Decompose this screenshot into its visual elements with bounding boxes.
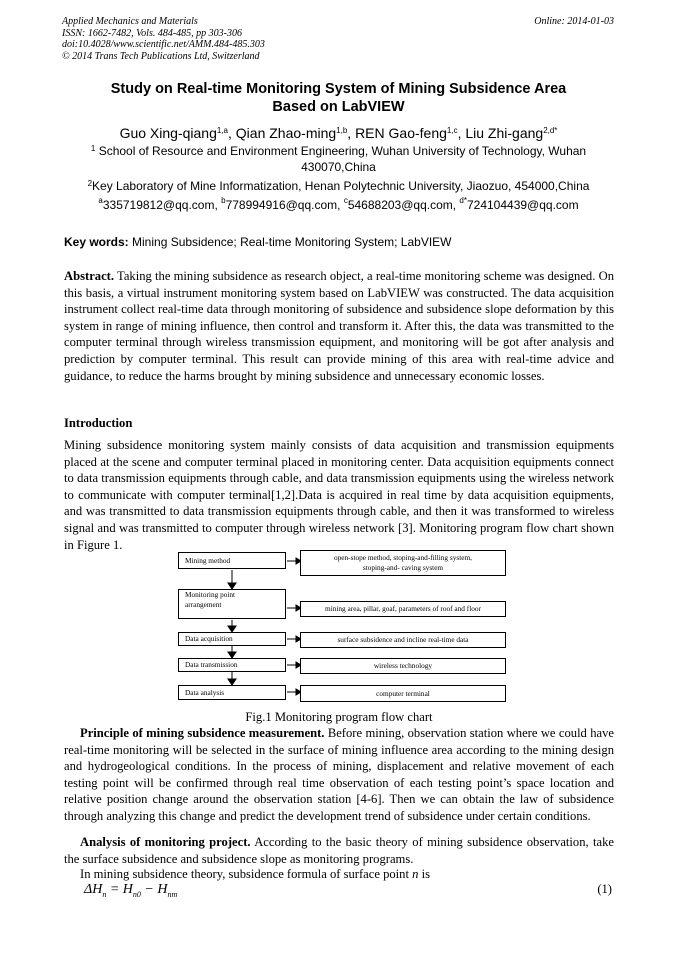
online-date: Online: 2014-01-03 [534, 16, 614, 27]
equation-number: (1) [597, 882, 612, 896]
flow-box-wireless [300, 658, 506, 674]
flow-box-computer-terminal [300, 685, 506, 702]
flow-box-label: wireless technology [373, 661, 433, 670]
analysis-paragraph [64, 834, 614, 867]
author-name: Guo Xing-qiang [119, 125, 217, 141]
principle-paragraph [64, 725, 614, 825]
email: 778994916@qq.com, [225, 198, 344, 212]
keywords [64, 235, 452, 249]
flow-chart [170, 547, 510, 709]
flow-box-mining-method [178, 552, 286, 569]
paper-title [62, 80, 615, 116]
equation-1 [84, 882, 177, 899]
journal-header [62, 16, 265, 62]
affil-text: Key Laboratory of Mine Informatization, Henan Polytechnic University, Jiaozuo, 454000,China [92, 179, 590, 193]
flow-box-label: surface subsidence and incline real-time data [337, 635, 469, 644]
flow-box-parameters [300, 601, 506, 617]
author-emails [62, 198, 615, 212]
section-heading-introduction: Introduction [64, 416, 133, 430]
flow-box-data-analysis [178, 685, 286, 700]
keywords-text: Mining Subsidence; Real-time Monitoring System; LabVIEW [128, 235, 452, 249]
email: 724104439@qq.com [466, 198, 579, 212]
author-name: , Qian Zhao-ming [228, 125, 337, 141]
eq-part: ΔH [84, 882, 103, 897]
formula-intro-text: In mining subsidence theory, subsidence formula of surface point [80, 867, 413, 881]
title-line-1: Study on Real-time Monitoring System of Mining Subsidence Area [110, 81, 567, 97]
analysis-label: Analysis of monitoring project. [80, 835, 251, 849]
flow-box-monitoring-point [178, 589, 286, 619]
abstract [64, 268, 614, 384]
eq-part: = H [106, 882, 133, 897]
issn: ISSN: 1662-7482, Vols. 484-485, pp 303-306 [62, 27, 242, 39]
affil-sup: 1 [90, 144, 96, 153]
eq-sub: nm [167, 889, 178, 899]
doi: doi:10.4028/www.scientific.net/AMM.484-485.303 [62, 39, 265, 50]
formula-intro-end: is [418, 867, 430, 881]
flow-box-data-acquisition [178, 632, 286, 646]
flow-box-label: Data acquisition [185, 634, 233, 643]
flow-box-label: arrangement [185, 600, 222, 609]
abstract-label: Abstract. [64, 269, 115, 283]
author-sup: 1,b [336, 126, 348, 135]
affil-text: School of Resource and Environment Engineering, Wuhan University of Technology, Wuhan 430070,China [95, 144, 587, 174]
flow-box-label: Mining method [185, 555, 231, 565]
flow-box-data-transmission [178, 658, 286, 672]
flow-box-mining-systems [300, 550, 506, 576]
author-list [62, 124, 615, 142]
email-sup: c [343, 196, 348, 205]
flow-box-label: mining area, pillar, goaf, parameters of roof and floor [325, 604, 481, 613]
eq-sub: n [102, 889, 107, 899]
affiliation-1 [62, 143, 615, 175]
author-sup: 1,a [216, 126, 228, 135]
flow-box-realtime-data [300, 632, 506, 648]
flow-box-label: Data analysis [185, 687, 225, 697]
figure-caption: Fig.1 Monitoring program flow chart [245, 710, 433, 724]
flow-box-label: open-stope method, stoping-and-filling system, [333, 553, 472, 562]
author-sup: 2,d* [543, 126, 558, 135]
eq-sub: n0 [132, 889, 141, 899]
email: 54688203@qq.com, [347, 198, 460, 212]
flow-box-label: Data transmission [185, 660, 238, 669]
abstract-text: Taking the mining subsidence as research object, a real-time monitoring scheme was designed. On this basis, a virtual instrument monitoring system based on LabVIEW was constructed. The data acquisition instrument collect real-time data through monitoring of subsidence and subsidence slope deformation by this system in range of mining influence, then control and transform it. After this, the data was transmitted to the computer terminal through wireless transmission equipment, and monitoring will be got after analysis and prediction by computer terminal. This result can provide mining of this area with real-time advice and guidance, to reduce the harms brought by mining subsidence and unnecessary economic losses. [64, 269, 614, 383]
affiliation-2 [62, 178, 615, 194]
author-name: , Liu Zhi-gang [457, 125, 544, 141]
journal-name: Applied Mechanics and Materials [62, 16, 198, 27]
intro-paragraph: Mining subsidence monitoring system mainly consists of data acquisition and transmission equipments placed at the scene and computer terminal placed in monitoring center. Data acquisition equipments connect to data transmission equipments through cable, and data transmission equipments using the wireless network to communicate with computer terminal[1,2].Data is acquired in real time by data acquisition equipments, and was transmitted to data transmission equipments through cable, and then it was transformed to wireless signal and was transmitted to computer through wireless network [3]. Monitoring program flow chart shown in Figure 1. [64, 438, 614, 552]
formula-variable: n [412, 867, 419, 881]
email-sup: a [98, 196, 103, 205]
affil-sup: 2 [87, 179, 93, 188]
eq-part: − H [140, 882, 168, 897]
title-line-2: Based on LabVIEW [272, 99, 405, 115]
author-sup: 1,c [446, 126, 458, 135]
principle-text: Before mining, observation station where we could have real-time monitoring will be selected in the surface of mining influence area according to the mining design and hydrogeological conditions. In the process of mining, displacement and relative movement of each testing point will be confirmed through real time observation of each testing point’s space location and relative position change around the observation station [4-6]. Then we can obtain the law of subsidence through analyzing this change and predict the development trend of subsidence under certain conditions. [64, 726, 614, 823]
email-sup: d* [459, 196, 467, 205]
flow-box-label: Monitoring point [185, 590, 236, 599]
flow-box-label: computer terminal [376, 688, 430, 698]
copyright: © 2014 Trans Tech Publications Ltd, Switzerland [62, 50, 260, 62]
email-sup: b [221, 196, 226, 205]
analysis-text: According to the basic theory of mining subsidence observation, take the surface subsidence and subsidence slope as monitoring programs. [64, 835, 614, 866]
principle-label: Principle of mining subsidence measurement. [80, 726, 325, 740]
author-name: , REN Gao-feng [347, 125, 447, 141]
flow-box-label: stoping-and- caving system [362, 563, 444, 572]
formula-intro [64, 866, 614, 883]
email: 335719812@qq.com, [102, 198, 222, 212]
keywords-label: Key words: [64, 235, 129, 249]
